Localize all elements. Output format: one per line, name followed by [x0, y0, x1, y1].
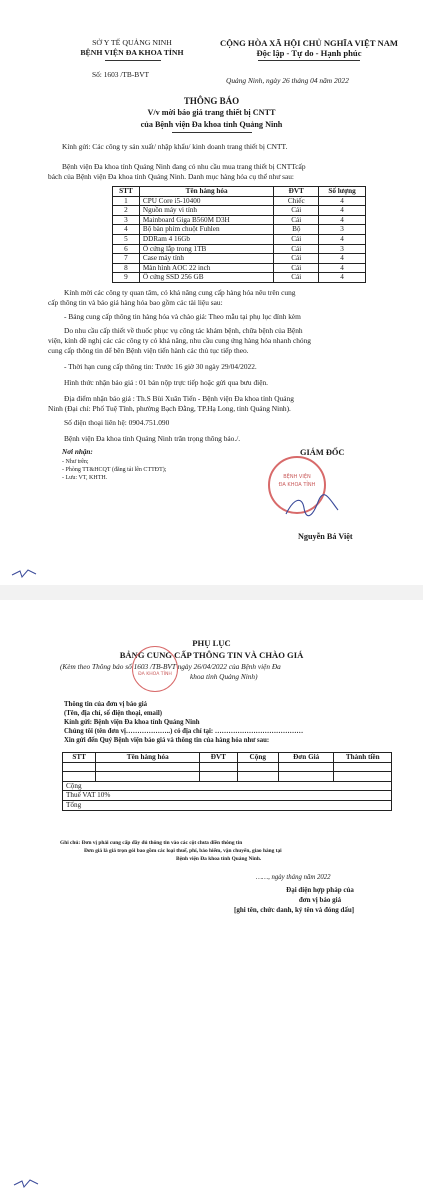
row-quantity: 4 — [319, 273, 366, 283]
row-stt: 7 — [113, 254, 140, 264]
row-unit: Cái — [274, 254, 319, 264]
row-unit: Cái — [274, 273, 319, 283]
handwritten-signature — [282, 492, 342, 522]
quote-col-total: Cộng — [237, 753, 278, 763]
row-stt: 5 — [113, 234, 140, 244]
appendix-reference-2: khoa tỉnh Quảng Ninh) — [190, 672, 258, 681]
seal-text-1: BỆNH VIỆN — [283, 474, 311, 480]
need-line-1: Do nhu cầu cấp thiết về thuốc phục vụ công tác khám bệnh, chữa bệnh của Bệnh — [64, 326, 303, 335]
row-name: DDRam 4 16Gb — [139, 234, 273, 244]
intro-line-2: bách của Bệnh viện Đa khoa tỉnh Quảng Ninh. Danh mục hàng hóa cụ thể như sau: — [48, 172, 294, 181]
quote-info — [64, 700, 303, 745]
table-row — [113, 273, 366, 283]
row-unit: Chiếc — [274, 196, 319, 206]
rep-line: đơn vị báo giá — [298, 895, 342, 904]
note-line-2: Đơn giá là giá trọn gói bao gồm các loại thuế, phí, bảo hiểm, vận chuyển, giao hàng tại — [84, 848, 282, 854]
table-row — [113, 196, 366, 206]
table-row — [113, 263, 366, 273]
row-name: Bộ bàn phím chuột Fuhlen — [139, 225, 273, 235]
row-quantity: 3 — [319, 225, 366, 235]
quote-date-line: ……, ngày tháng năm 2022 — [256, 874, 331, 881]
info-line: Thông tin của đơn vị báo giá — [64, 701, 148, 708]
header-right — [214, 38, 404, 58]
note-line-3: Bệnh viện Đa khoa tỉnh Quảng Ninh. — [176, 856, 262, 862]
info-line: Chúng tôi (tên đơn vị………………..) có địa chỉ tại: ………………………………… — [64, 728, 304, 735]
signer-title: GIÁM ĐỐC — [300, 448, 345, 457]
info-line: (Tên, địa chỉ, số điện thoại, email) — [64, 710, 162, 717]
rep-instruction: [ghi tên, chức danh, ký tên và đóng dấu] — [234, 906, 355, 914]
column-stt: STT — [113, 187, 140, 197]
row-stt: 2 — [113, 206, 140, 216]
quote-row-vat — [63, 791, 392, 801]
row-name: Ổ cứng lắp trong 1TB — [139, 244, 273, 254]
header-left — [62, 38, 202, 58]
table-row — [113, 206, 366, 216]
row-name: Màn hình AOC 22 inch — [139, 263, 273, 273]
initials-mark-2 — [12, 1176, 40, 1190]
row-unit: Cái — [274, 263, 319, 273]
table-row — [113, 234, 366, 244]
row-stt: 3 — [113, 215, 140, 225]
quote-table — [62, 752, 392, 811]
notice-subtitle-1: V/v mời báo giá trang thiết bị CNTT — [147, 108, 276, 117]
document-number: Số: 1603 /TB-BVT — [92, 70, 150, 79]
subtotal-label: Cộng — [63, 781, 392, 791]
quote-empty-row — [63, 772, 392, 782]
document-page-1 — [0, 0, 423, 585]
quote-col-unit: ĐVT — [200, 753, 237, 763]
need-line-2: viện, kính đề nghị các các công ty có khả năng, nhu cầu cung ứng hàng hóa nhanh chóng — [48, 336, 312, 345]
info-line: Kính gửi: Bệnh viện Đa khoa tỉnh Quảng Ninh — [64, 719, 200, 726]
row-name: CPU Core i5-10400 — [139, 196, 273, 206]
bullet-price-sheet: - Bảng cung cấp thông tin hàng hóa và chào giá: Theo mẫu tại phụ lục đính kèm — [64, 312, 301, 321]
ministry-name: SỞ Y TẾ QUẢNG NINH — [92, 38, 172, 47]
notice-subtitle-2: của Bệnh viện Đa khoa tỉnh Quảng Ninh — [140, 120, 283, 129]
deadline: - Thời hạn cung cấp thông tin: Trước 16 giờ 30 ngày 29/04/2022. — [64, 362, 257, 371]
row-quantity: 4 — [319, 234, 366, 244]
row-stt: 8 — [113, 263, 140, 273]
representative-block — [240, 886, 400, 905]
goods-table-header — [113, 187, 366, 197]
header-left-underline — [105, 60, 161, 61]
vat-label: Thuế VAT 10% — [63, 791, 392, 801]
recipients-title: Nơi nhận: — [62, 448, 93, 456]
motto: Độc lập - Tự do - Hạnh phúc — [256, 48, 362, 58]
rep-line: Đại diện hợp pháp của — [286, 886, 354, 894]
quote-row-sum — [63, 800, 392, 810]
quote-col-amount: Thành tiền — [334, 753, 392, 763]
signer-name: Nguyễn Bá Việt — [298, 532, 353, 541]
row-quantity: 4 — [319, 254, 366, 264]
row-unit: Cái — [274, 234, 319, 244]
row-quantity: 3 — [319, 244, 366, 254]
address-line-1: Địa điểm nhận báo giá : Th.S Bùi Xuân Tiến - Bệnh viện Đa khoa tỉnh Quảng — [64, 394, 294, 403]
country-title: CỘNG HÒA XÃ HỘI CHỦ NGHĨA VIỆT NAM — [219, 38, 399, 48]
row-name: Case máy tính — [139, 254, 273, 264]
row-unit: Cái — [274, 244, 319, 254]
row-quantity: 4 — [319, 215, 366, 225]
appendix-seal — [132, 646, 178, 692]
title-underline — [172, 132, 252, 133]
intro-line-1: Bệnh viện Đa khoa tỉnh Quảng Ninh đang có nhu cầu mua trang thiết bị CNTTcấp — [62, 162, 306, 171]
appendix-seal-text: ĐA KHOA TỈNH — [138, 672, 172, 677]
issue-date: Quảng Ninh, ngày 26 tháng 04 năm 2022 — [226, 76, 349, 85]
invite-line-1: Kính mời các công ty quan tâm, có khả năng cung cấp hàng hóa nêu trên cung — [64, 288, 296, 297]
hospital-name: BỆNH VIỆN ĐA KHOA TỈNH — [80, 48, 184, 57]
row-quantity: 4 — [319, 206, 366, 216]
row-stt: 4 — [113, 225, 140, 235]
sum-label: Tổng — [63, 800, 392, 810]
table-row — [113, 244, 366, 254]
row-stt: 9 — [113, 273, 140, 283]
row-quantity: 4 — [319, 196, 366, 206]
invite-line-2: cấp thông tin và báo giá hàng hóa bao gồm các tài liệu sau: — [48, 298, 223, 307]
appendix-reference-1: (Kèm theo Thông báo số 1603 /TB-BVT ngày 26/04/2022 của Bệnh viện Đa — [60, 662, 281, 671]
quote-empty-row — [63, 762, 392, 772]
initials-mark — [10, 566, 38, 580]
row-unit: Bộ — [274, 225, 319, 235]
table-row — [113, 225, 366, 235]
appendix-title: PHỤ LỤC — [192, 638, 231, 648]
submission-method: Hình thức nhận báo giá : 01 bản nộp trực tiếp hoặc gửi qua bưu điện. — [64, 378, 269, 387]
recipient-item: - Phòng TT&HCQT (đăng tải lên CTTĐT); — [62, 467, 167, 473]
closing-line: Bệnh viện Đa khoa tỉnh Quảng Ninh trân trọng thông báo./. — [64, 434, 241, 443]
column-quantity: Số lượng — [319, 187, 366, 197]
row-stt: 6 — [113, 244, 140, 254]
salutation: Kính gửi: Các công ty sản xuất/ nhập khẩu/ kinh doanh trang thiết bị CNTT. — [62, 142, 288, 151]
quote-col-name: Tên hàng hóa — [96, 753, 200, 763]
row-quantity: 4 — [319, 263, 366, 273]
header-right-underline — [258, 60, 360, 61]
seal-text-2: ĐA KHOA TỈNH — [278, 482, 316, 488]
quote-col-price: Đơn Giá — [278, 753, 334, 763]
recipients-list — [62, 458, 166, 482]
quote-col-stt: STT — [63, 753, 96, 763]
column-name: Tên hàng hóa — [139, 187, 273, 197]
row-unit: Cái — [274, 206, 319, 216]
row-name: Mainboard Giga B560M D3H — [139, 215, 273, 225]
row-unit: Cái — [274, 215, 319, 225]
row-name: Ổ cứng SSD 256 GB — [139, 273, 273, 283]
table-row — [113, 215, 366, 225]
row-name: Nguồn máy vi tính — [139, 206, 273, 216]
info-line: Xin gửi đến Quý Bệnh viện báo giá và thông tin của hàng hóa như sau: — [64, 737, 270, 744]
note-line-1: Ghi chú: Đơn vị phải cung cấp đầy đủ thông tin vào các cột chưa điền thông tin — [60, 840, 243, 846]
recipient-item: - Lưu: VT, KHTH. — [62, 475, 108, 481]
quote-table-header — [63, 753, 392, 763]
table-row — [113, 254, 366, 264]
goods-table — [112, 186, 366, 283]
recipient-item: - Như trên; — [62, 459, 89, 465]
notice-title: THÔNG BÁO — [183, 96, 240, 106]
need-line-3: cung cấp thông tin để bên Bệnh viện tiến hành các thủ tục tiếp theo. — [48, 346, 249, 355]
address-line-2: Ninh (Đại chỉ: Phố Tuệ Tĩnh, phường Bạch Đằng, TP.Hạ Long, tỉnh Quảng Ninh). — [48, 404, 291, 413]
column-unit: ĐVT — [274, 187, 319, 197]
row-stt: 1 — [113, 196, 140, 206]
contact-phone: Số điện thoại liên hệ: 0904.751.090 — [64, 418, 170, 427]
page-separator — [0, 585, 423, 600]
quote-row-subtotal — [63, 781, 392, 791]
document-page-2 — [0, 600, 423, 1200]
appendix-subtitle: BẢNG CUNG CẤP THÔNG TIN VÀ CHÀO GIÁ — [119, 650, 304, 660]
